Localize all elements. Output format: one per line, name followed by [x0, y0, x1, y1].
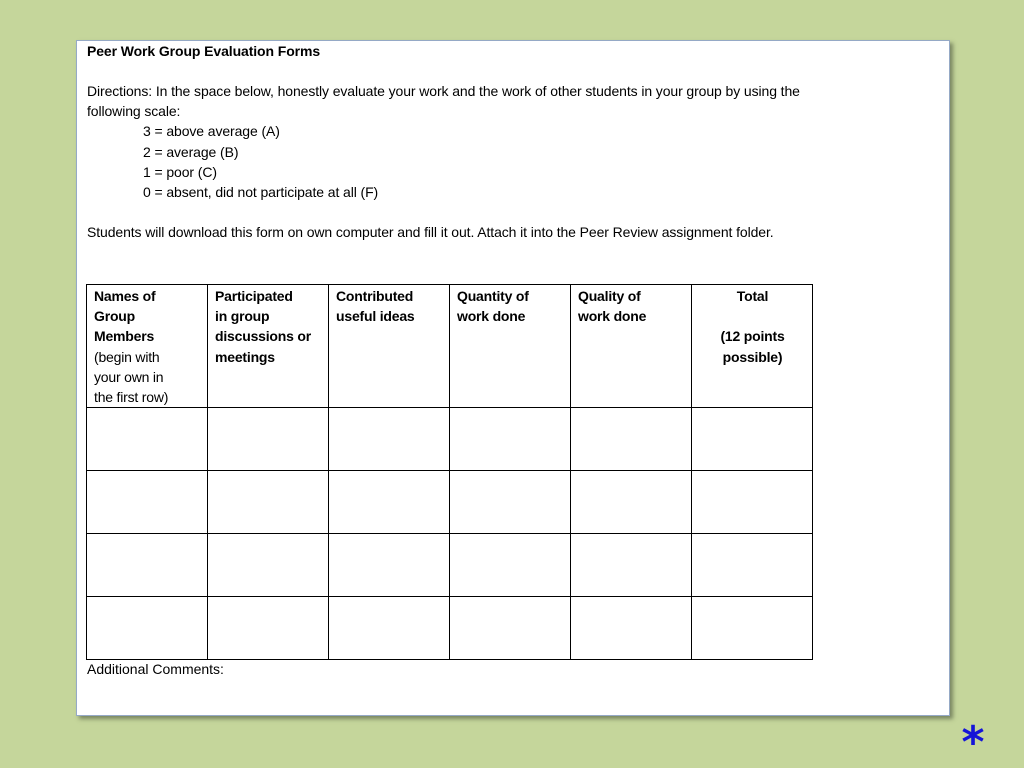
directions-line-1: Directions: In the space below, honestly evaluate your work and the work of other students in your group by using the — [87, 83, 800, 99]
table-cell-participated[interactable] — [208, 597, 329, 660]
directions-line-2: following scale: — [87, 103, 181, 120]
submission-note: Students will download this form on own computer and fill it out. Attach it into the Peer Review assignment folder. — [87, 224, 774, 241]
table-cell-quality[interactable] — [571, 534, 692, 597]
table-cell-total[interactable] — [692, 408, 813, 471]
form-title: Peer Work Group Evaluation Forms — [87, 43, 321, 59]
header-text: Total — [736, 288, 769, 304]
table-cell-contributed[interactable] — [329, 471, 450, 534]
header-quality — [571, 285, 692, 408]
header-text: Participated — [215, 288, 293, 304]
scale-item-2: 2 = average (B) — [143, 143, 239, 160]
header-text: in group — [215, 308, 270, 325]
table-cell-participated[interactable] — [208, 471, 329, 534]
header-text: useful ideas — [336, 308, 415, 325]
scale-item-0: 0 = absent, did not participate at all (F) — [143, 184, 379, 201]
header-total — [692, 285, 813, 408]
scale-item-1: 1 = poor (C) — [143, 163, 217, 180]
header-text: (12 points — [720, 328, 785, 345]
table-cell-name[interactable] — [87, 534, 208, 597]
evaluation-form-document — [76, 40, 950, 716]
asterisk-icon: * — [961, 717, 985, 768]
table-cell-quality[interactable] — [571, 471, 692, 534]
table-cell-quality[interactable] — [571, 408, 692, 471]
header-group-members — [87, 285, 208, 408]
table-cell-contributed[interactable] — [329, 597, 450, 660]
table-cell-quantity[interactable] — [450, 597, 571, 660]
header-text: Group — [94, 308, 135, 325]
grading-scale — [87, 121, 937, 202]
header-text: Contributed — [336, 288, 414, 304]
table-cell-total[interactable] — [692, 534, 813, 597]
directions-text — [87, 81, 937, 121]
header-text: Names of — [94, 288, 156, 304]
header-text: Members — [94, 328, 155, 345]
form-text-block — [87, 41, 937, 242]
scale-item-3: 3 = above average (A) — [143, 123, 280, 140]
table-cell-total[interactable] — [692, 597, 813, 660]
table-cell-name[interactable] — [87, 471, 208, 534]
table-cell-quality[interactable] — [571, 597, 692, 660]
table-row — [87, 597, 813, 660]
table-cell-contributed[interactable] — [329, 408, 450, 471]
header-participated — [208, 285, 329, 408]
table-cell-quantity[interactable] — [450, 408, 571, 471]
header-note: your own in — [94, 368, 164, 385]
header-spacer — [699, 306, 806, 326]
table-row — [87, 534, 813, 597]
table-row — [87, 471, 813, 534]
table-cell-total[interactable] — [692, 471, 813, 534]
header-note: (begin with — [94, 348, 160, 365]
header-text: meetings — [215, 348, 275, 365]
table-header-row — [87, 285, 813, 408]
header-contributed — [329, 285, 450, 408]
table-cell-quantity[interactable] — [450, 471, 571, 534]
header-text: discussions or — [215, 328, 312, 345]
header-text: work done — [578, 308, 647, 325]
peer-evaluation-table — [86, 284, 813, 660]
table-cell-name[interactable] — [87, 597, 208, 660]
header-text: possible) — [722, 348, 783, 365]
header-text: Quantity of — [457, 288, 529, 304]
table-cell-quantity[interactable] — [450, 534, 571, 597]
table-row — [87, 408, 813, 471]
header-note: the first row) — [94, 389, 169, 406]
table-cell-participated[interactable] — [208, 534, 329, 597]
table-cell-participated[interactable] — [208, 408, 329, 471]
additional-comments-label: Additional Comments: — [87, 661, 224, 677]
header-quantity — [450, 285, 571, 408]
table-cell-name[interactable] — [87, 408, 208, 471]
table-cell-contributed[interactable] — [329, 534, 450, 597]
header-text: work done — [457, 308, 526, 325]
header-text: Quality of — [578, 288, 641, 304]
